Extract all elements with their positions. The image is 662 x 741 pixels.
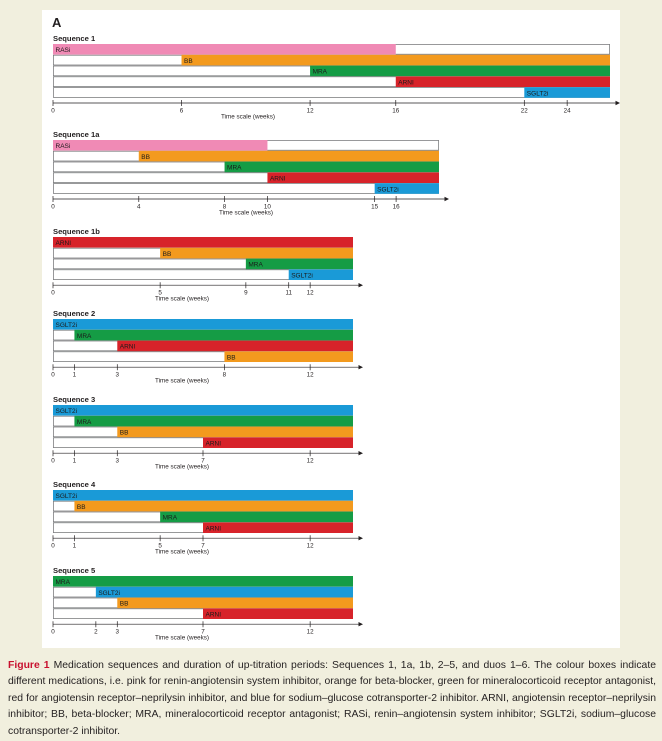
tick-label: 16 — [392, 107, 400, 115]
axis-arrow — [359, 536, 364, 540]
tick-label: 5 — [158, 289, 162, 297]
drug-label: BB — [141, 153, 150, 161]
axis-arrow — [445, 197, 450, 201]
tick-label: 6 — [179, 107, 184, 115]
drug-label: ARNI — [398, 79, 414, 87]
tick-label: 8 — [222, 371, 227, 379]
tick-label: 12 — [306, 289, 314, 297]
drug-bar-arni — [53, 237, 353, 248]
drug-label: BB — [76, 503, 86, 511]
drug-bar-mra — [53, 576, 353, 587]
tick-label: 3 — [115, 371, 120, 379]
drug-label: MRA — [227, 164, 242, 172]
tick-label: 1 — [72, 371, 77, 379]
drug-bar-rasi — [53, 140, 267, 151]
axis-arrow — [359, 622, 364, 626]
sequence-title: Sequence 3 — [53, 395, 96, 404]
tick-label: 0 — [51, 289, 55, 297]
caption-label: Figure 1 — [8, 660, 50, 671]
tick-label: 0 — [51, 371, 55, 379]
tick-label: 1 — [72, 457, 77, 465]
drug-label: SGLT2i — [291, 272, 313, 280]
tick-label: 0 — [51, 628, 55, 636]
drug-bar-arni — [396, 76, 610, 87]
drug-label: MRA — [76, 418, 92, 426]
drug-label: BB — [226, 354, 236, 362]
tick-label: 0 — [51, 542, 55, 550]
tick-label: 12 — [306, 457, 314, 465]
drug-bar-bb — [139, 151, 439, 162]
axis-label: Time scale (weeks) — [219, 209, 273, 217]
drug-label: ARNI — [55, 240, 72, 248]
axis-arrow — [359, 283, 364, 287]
drug-label: ARNI — [119, 343, 136, 351]
drug-label: MRA — [312, 68, 328, 76]
drug-bar-bb — [117, 598, 353, 609]
drug-label: ARNI — [205, 440, 222, 448]
drug-bar-arni — [117, 341, 353, 352]
axis-label: Time scale (weeks) — [155, 295, 209, 303]
axis-label: Time scale (weeks) — [220, 113, 275, 121]
drug-label: SGLT2i — [55, 493, 78, 501]
drug-bar-mra — [310, 66, 610, 77]
drug-bar-bb — [182, 55, 610, 66]
tick-label: 12 — [306, 371, 314, 379]
tick-label: 10 — [263, 203, 271, 211]
tick-label: 7 — [201, 457, 205, 465]
axis-label: Time scale (weeks) — [155, 463, 209, 471]
tick-label: 0 — [51, 107, 55, 115]
sequence-title: Sequence 1a — [53, 130, 100, 139]
tick-label: 24 — [563, 107, 571, 115]
tick-label: 4 — [137, 203, 141, 211]
drug-label: MRA — [248, 261, 263, 269]
drug-bar-bb — [117, 427, 353, 438]
panel-label: A — [52, 15, 62, 30]
drug-label: SGLT2i — [55, 408, 78, 416]
tick-label: 8 — [222, 203, 227, 211]
tick-label: 5 — [158, 542, 162, 550]
drug-bar-sglt2i — [53, 405, 353, 416]
drug-label: BB — [184, 57, 193, 65]
tick-label: 12 — [306, 542, 314, 550]
caption-text: Medication sequences and duration of up-titration periods: Sequences 1, 1a, 1b, 2–5, and duos 1–6. The colour boxes indicate different medications, i.e. pink for renin-angiotensin system inhibitor, orange for beta-blocker, green for mineralocorticoid receptor antagonist, red for angiotensin receptor–neprilysin inhibitor, and blue for sodium–glucose cotransporter-2 inhibitor. ARNI, angiotensin receptor–neprilysin inhibitor; BB, beta-blocker; MRA, mineralocorticoid receptor antagonist; RASi, renin–angiotensin system inhibitor; SGLT2i, sodium–glucose cotransporter-2 inhibitor. — [8, 660, 656, 737]
tick-label: 7 — [201, 542, 205, 550]
drug-bar-mra — [225, 162, 439, 173]
drug-label: RASi — [55, 47, 71, 55]
tick-label: 12 — [306, 628, 314, 636]
drug-bar-arni — [203, 608, 353, 619]
tick-label: 0 — [51, 203, 55, 211]
drug-bar-bb — [74, 501, 353, 512]
drug-label: BB — [119, 600, 129, 608]
drug-bar-arni — [203, 437, 353, 448]
tick-label: 0 — [51, 457, 55, 465]
tick-label: 7 — [201, 628, 205, 636]
sequence-title: Sequence 5 — [53, 566, 96, 575]
tick-label: 1 — [72, 542, 77, 550]
drug-bar-bb — [224, 351, 353, 362]
drug-label: RASi — [55, 143, 71, 151]
sequence-title: Sequence 2 — [53, 309, 96, 318]
drug-bar-mra — [160, 512, 353, 523]
drug-label: MRA — [55, 579, 70, 587]
drug-label: MRA — [162, 514, 178, 522]
tick-label: 3 — [115, 457, 120, 465]
axis-label: Time scale (weeks) — [155, 377, 209, 385]
drug-label: BB — [119, 429, 129, 437]
axis-arrow — [359, 451, 364, 455]
axis-label: Time scale (weeks) — [155, 634, 209, 642]
drug-bar-bb — [160, 248, 353, 259]
axis-label: Time scale (weeks) — [155, 548, 209, 556]
tick-label: 9 — [244, 289, 248, 297]
tick-label: 16 — [392, 203, 400, 211]
sequence-title: Sequence 4 — [53, 480, 96, 489]
drug-label: SGLT2i — [55, 322, 78, 330]
tick-label: 22 — [520, 107, 528, 115]
drug-bar-arni — [203, 522, 353, 533]
drug-bar-rasi — [53, 44, 396, 55]
sequence-title: Sequence 1b — [53, 227, 100, 236]
drug-label: ARNI — [205, 525, 222, 533]
drug-label: BB — [162, 250, 172, 258]
drug-label: SGLT2i — [377, 186, 399, 194]
tick-label: 11 — [285, 289, 292, 297]
figure-panel — [42, 10, 620, 648]
figure-caption — [8, 658, 656, 740]
drug-label: SGLT2i — [98, 589, 120, 597]
tick-label: 12 — [306, 107, 314, 115]
drug-bar-mra — [74, 416, 353, 427]
axis-arrow — [616, 101, 621, 105]
drug-bar-sglt2i — [53, 490, 353, 501]
sequence-charts — [42, 10, 620, 648]
drug-label: SGLT2i — [526, 90, 549, 98]
drug-bar-sglt2i — [53, 319, 353, 330]
drug-label: ARNI — [205, 611, 222, 619]
drug-bar-arni — [267, 172, 439, 183]
sequence-title: Sequence 1 — [53, 34, 96, 43]
drug-bar-sglt2i — [96, 587, 353, 598]
drug-bar-mra — [74, 330, 353, 341]
tick-label: 15 — [371, 203, 379, 211]
axis-arrow — [359, 365, 364, 369]
drug-label: ARNI — [269, 175, 286, 183]
drug-label: MRA — [76, 332, 92, 340]
tick-label: 3 — [115, 628, 120, 636]
tick-label: 2 — [94, 628, 98, 636]
